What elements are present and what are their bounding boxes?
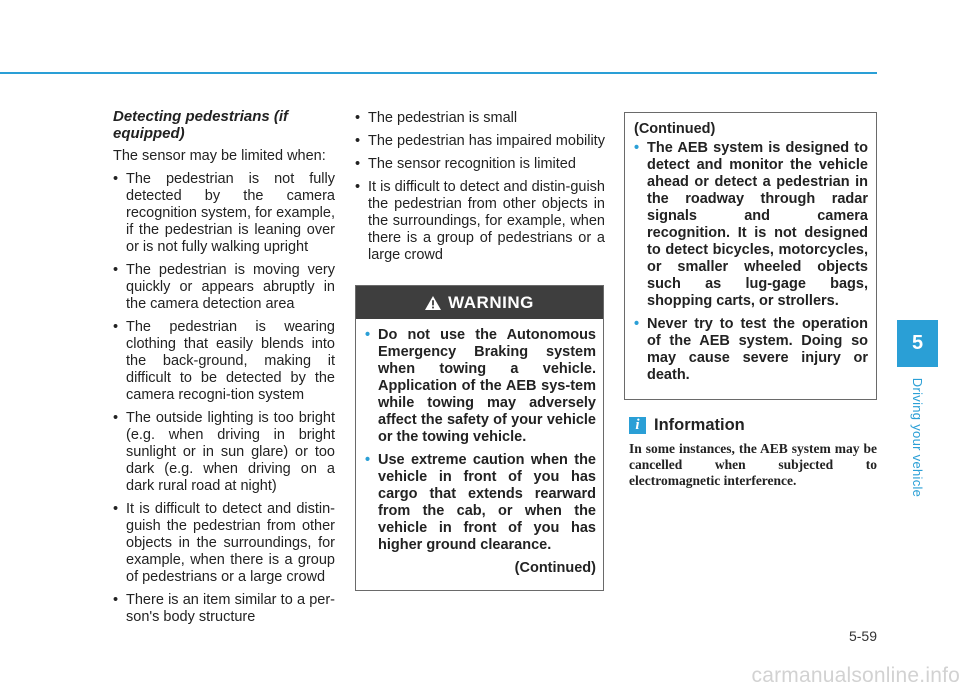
information-note (629, 416, 877, 489)
warning-triangle-icon (425, 296, 441, 310)
list-item: • It is difficult to detect and distin-guish the pedestrian from other objects in the surroundings, for example, when there is a group of pedestrians or a large crowd (113, 501, 335, 586)
watermark: carmanualsonline.info (751, 664, 960, 687)
header-rule (0, 72, 877, 74)
column-left (113, 108, 335, 632)
chapter-side-label (897, 370, 938, 505)
continued-label: (Continued) (634, 121, 716, 137)
list-item: • The pedestrian has impaired mobility (355, 133, 605, 150)
chapter-number: 5 (911, 332, 924, 354)
warning-label: WARNING (448, 292, 534, 312)
warning-item: • Use extreme caution when the vehicle in front of you has cargo that extends rearward from the cab, or when the vehicle in front of you has higher ground clearance. (365, 452, 596, 554)
warning-item: • Do not use the Autonomous Emergency Braking system when towing a vehicle. Application of the AEB sys-tem while towing may adversely affect the safety of your vehicle or the towing vehicle. (365, 327, 596, 446)
limitations-list-1 (113, 171, 335, 626)
information-header (629, 416, 877, 435)
warning-body (356, 319, 603, 577)
continued-warning-box (624, 112, 877, 400)
continued-note: (Continued) (514, 560, 596, 576)
warning-list (365, 327, 596, 554)
section-intro: The sensor may be limited when: (113, 148, 326, 164)
list-item: • The outside lighting is too bright (e.g. when driving in bright sunlight or in sun glare) or too dark (e.g. when driving on a dark rural road at night) (113, 410, 335, 495)
warning-box (355, 285, 604, 591)
information-text: In some instances, the AEB system may be cancelled when subjected to electromagnetic interference. (629, 441, 877, 488)
continued-warning-list (634, 140, 868, 384)
list-item: • It is difficult to detect and distin-guish the pedestrian from other objects in the surroundings, for example, when there is a group of pedestrians or a large crowd (355, 179, 605, 264)
information-title: Information (654, 416, 745, 434)
warning-header (356, 286, 603, 319)
limitations-list-2 (355, 110, 605, 264)
info-icon: i (629, 417, 646, 434)
list-item: • There is an item similar to a per-son's body structure (113, 592, 335, 626)
list-item: • The pedestrian is not fully detected by the camera recognition system, for example, if the pedestrian is leaning over or is not fully walking upright (113, 171, 335, 256)
warning-item: • Never try to test the operation of the AEB system. Doing so may cause severe injury or death. (634, 316, 868, 384)
list-item: • The pedestrian is moving very quickly or appears abruptly in the camera detection area (113, 262, 335, 313)
list-item: • The pedestrian is small (355, 110, 605, 127)
chapter-number-tab (897, 320, 938, 367)
warning-item: • The AEB system is designed to detect and monitor the vehicle ahead or detect a pedestrian in the roadway through radar signals and camera recognition. It is not designed to detect bicycles, motorcycles, or smaller wheeled objects such as lug-gage bags, shopping carts, or strollers. (634, 140, 868, 310)
section-title: Detecting pedestrians (if equipped) (113, 108, 289, 142)
list-item: • The sensor recognition is limited (355, 156, 605, 173)
column-middle (355, 110, 605, 270)
list-item: • The pedestrian is wearing clothing that easily blends into the back-ground, making it difficult to be detected by the camera recogni-tion system (113, 319, 335, 404)
chapter-title: Driving your vehicle (910, 377, 925, 498)
page-number: 5-59 (848, 628, 877, 644)
